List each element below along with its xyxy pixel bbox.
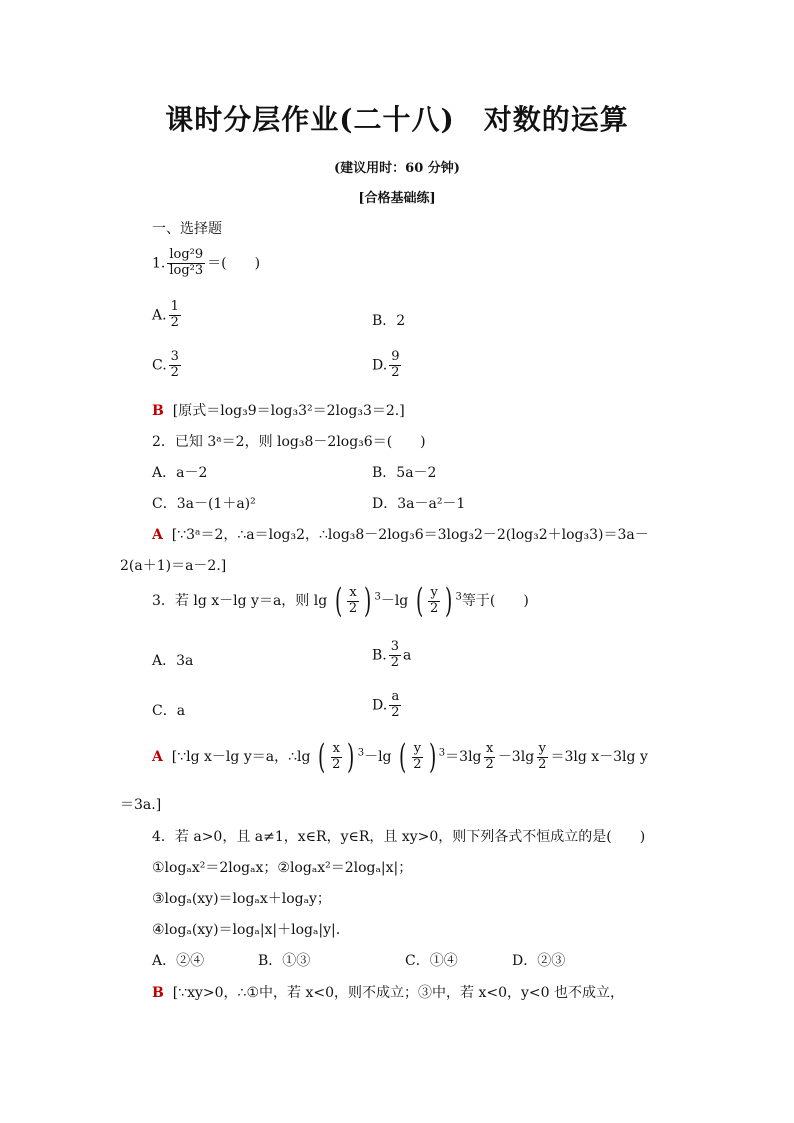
q3-option-c: C．a: [152, 703, 186, 719]
q2-answer-line1: A [∵3ᵃ＝2，∴a＝log₃2，∴log₃8－2log₃6＝3log₃2－2(log₃2＋log₃3)＝3a－: [152, 527, 649, 543]
page-title: 课时分层作业(二十八) 对数的运算: [165, 103, 629, 136]
q1-option-d: D. $\frac{9}{2}$: [372, 349, 400, 380]
q3-answer-line1: A [∵lg x－lg y＝a，∴lg ( $\frac{x}{2}$ ) $^3$－lg ( $\frac{y}{2}$ ) $^3$＝3lg $\frac{x}{2}$ －3lg $\frac{y}{2}$ ＝3lg x－3lg y: [152, 737, 648, 777]
question-3-stem: 3．若 lg x－lg y＝a，则 lg ( $\frac{x}{2}$ ) $^3$－lg ( $\frac{y}{2}$ ) $^3$等于( ): [152, 581, 529, 621]
question-1-stem: 1. $\frac{\text{log²9}}{\text{log²3}}$ ＝( ): [152, 247, 261, 278]
question-4-stem: 4．若 a>0，且 a≠1，x∈R，y∈R，且 xy>0，则下列各式不恒成立的是( ): [152, 829, 646, 845]
q1-answer: B [原式＝log₃9＝log₃3²＝2log₃3＝2.]: [152, 403, 405, 419]
level-heading: [合格基础练]: [358, 191, 436, 206]
q3-option-a: A．3a: [152, 653, 194, 669]
q2-option-d: D．3a－a²－1: [372, 496, 466, 512]
q2-option-c: C．3a－(1＋a)²: [152, 496, 256, 512]
q3-option-b: B. $\frac{3}{2}$ a: [372, 639, 412, 670]
question-2-stem: 2．已知 3ᵃ＝2，则 log₃8－2log₃6＝( ): [152, 434, 426, 450]
section-heading: 一、选择题: [152, 221, 222, 237]
q1-fraction: $\frac{\text{log²9}}{\text{log²3}}$: [169, 247, 204, 278]
q1-option-c: C. $\frac{3}{2}$: [152, 349, 179, 380]
q2-answer-line2: 2(a＋1)＝a－2.]: [120, 558, 227, 574]
q4-statement-4: ④logₐ(xy)＝logₐ|x|＋logₐ|y|.: [152, 922, 341, 938]
q4-option-c: C．①④: [405, 953, 458, 969]
q2-option-a: A．a－2: [152, 465, 208, 481]
q3-answer-line2: ＝3a.]: [120, 797, 162, 813]
q4-option-d: D．②③: [512, 953, 566, 969]
q4-statement-3: ③logₐ(xy)＝logₐx＋logₐy；: [152, 891, 331, 907]
q4-answer: B [∵xy>0，∴①中，若 x<0，则不成立；③中，若 x<0，y<0 也不成立，: [152, 985, 624, 1001]
q2-option-b: B．5a－2: [372, 465, 437, 481]
q3-option-d: D. $\frac{a}{2}$: [372, 689, 400, 720]
q1-option-a: A. $\frac{1}{2}$: [152, 299, 179, 330]
q1-option-b: B．2: [372, 313, 406, 329]
q4-option-a: A．②④: [152, 953, 205, 969]
time-note: (建议用时：60 分钟): [334, 161, 460, 176]
q4-statement-1-2: ①logₐx²＝2logₐx；②logₐx²＝2logₐ|x|；: [152, 860, 413, 876]
q4-option-b: B．①③: [258, 953, 311, 969]
